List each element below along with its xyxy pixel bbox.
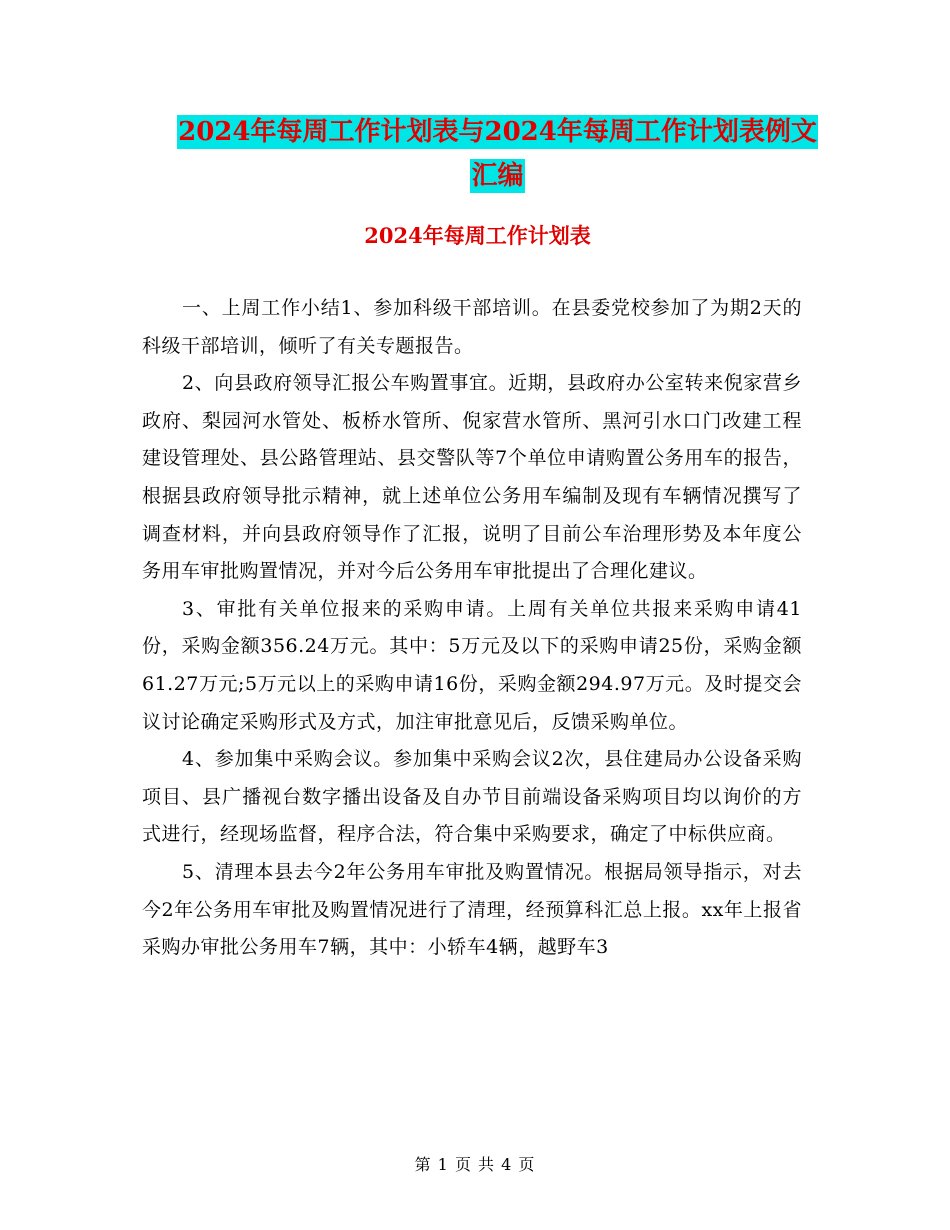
page-number-footer: 第 1 页 共 4 页 (414, 1155, 536, 1174)
paragraph-2: 2、向县政府领导汇报公车购置事宜。近期，县政府办公室转来倪家营乡政府、梨园河水管处、板桥水管所、倪家营水管所、黑河引水口门改建工程建设管理处、县公路管理站、县交警队等7个单位申请购置公务用车的报告，根据县政府领导批示精神，就上述单位公务用车编制及现有车辆情况撰写了调查材料，并向县政府领导作了汇报，说明了目前公车治理形势及本年度公务用车审批购置情况，并对今后公务用车审批提出了合理化建议。 (142, 372, 802, 583)
document-title-line-1: 2024年每周工作计划表与2024年每周工作计划表例文 (178, 117, 817, 147)
paragraph-5: 5、清理本县去今2年公务用车审批及购置情况。根据局领导指示，对去今2年公务用车审批及购置情况进行了清理，经预算科汇总上报。xx年上报省采购办审批公务用车7辆，其中：小轿车4辆，越野车3 (142, 860, 802, 959)
document-body (142, 290, 802, 967)
paragraph-3: 3、审批有关单位报来的采购申请。上周有关单位共报来采购申请41份，采购金额356.24万元。其中：5万元及以下的采购申请25份，采购金额61.27万元;5万元以上的采购申请16份，采购金额294.97万元。及时提交会议讨论确定采购形式及方式，加注审批意见后，反馈采购单位。 (142, 597, 802, 733)
paragraph-4: 4、参加集中采购会议。参加集中采购会议2次，县住建局办公设备采购项目、县广播视台数字播出设备及自办节目前端设备采购项目均以询价的方式进行，经现场监督，程序合法，符合集中采购要求，确定了中标供应商。 (142, 748, 802, 846)
document-title-line-2: 汇编 (471, 161, 524, 191)
section-title: 2024年每周工作计划表 (364, 223, 591, 248)
paragraph-1: 一、上周工作小结1、参加科级干部培训。在县委党校参加了为期2天的科级干部培训，倾听了有关专题报告。 (142, 297, 802, 357)
document-title (140, 110, 855, 198)
